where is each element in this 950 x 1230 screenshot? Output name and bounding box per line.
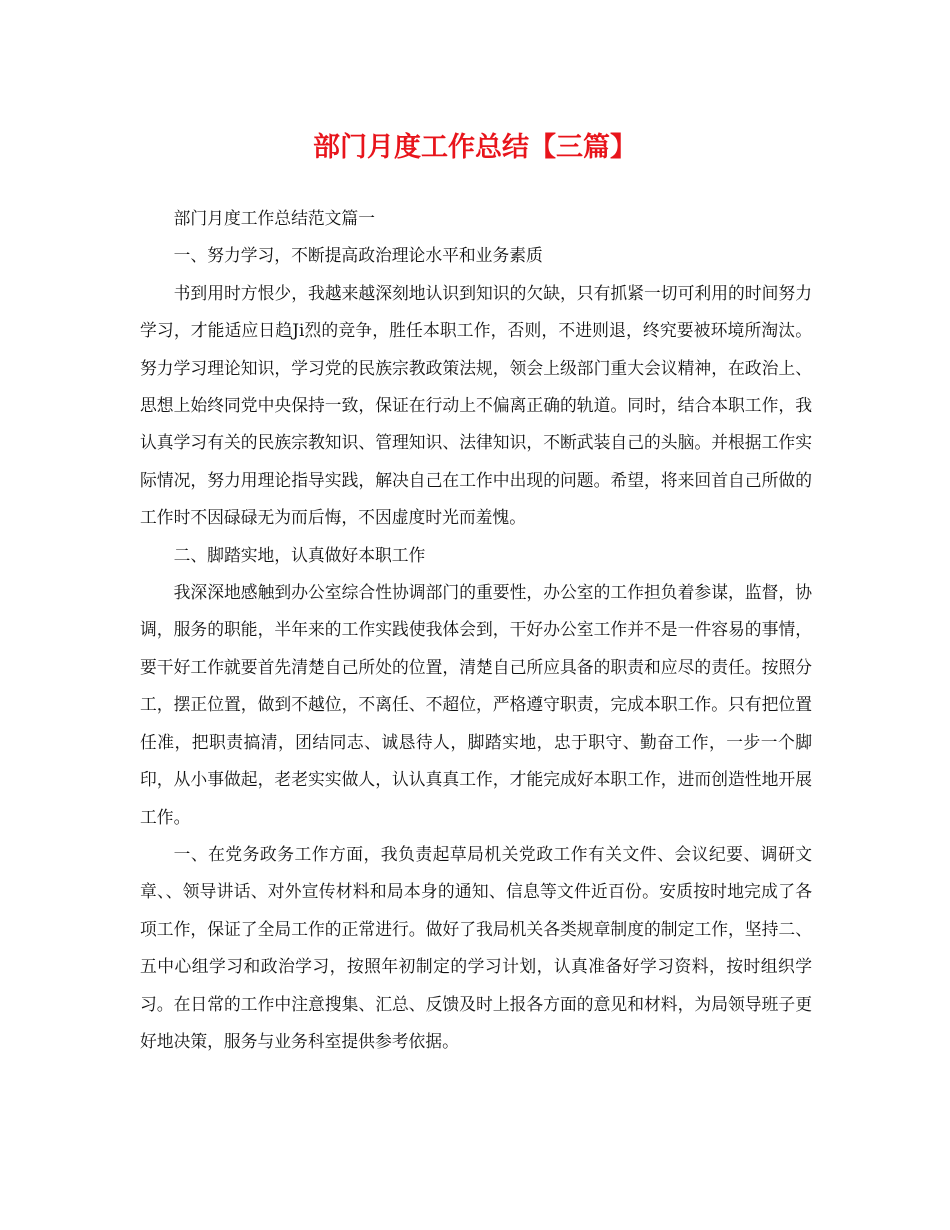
- document-title: 部门月度工作总结【三篇】: [313, 132, 637, 163]
- paragraph: 我深深地感触到办公室综合性协调部门的重要性，办公室的工作担负着参谋，监督，协调，服务的职能，半年来的工作实践使我体会到，干好办公室工作并不是一件容易的事情，要干好工作就要首先清楚自己所处的位置，清楚自己所应具备的职责和应尽的责任。按照分工，摆正位置，做到不越位，不离任、不超位，严格遵守职责，完成本职工作。只有把位置任准，把职责搞清，团结同志、诚恳待人，脚踏实地，忠于职守、勤奋工作，一步一个脚印，从小事做起，老老实实做人，认认真真工作，才能完成好本职工作，进而创造性地开展工作。: [140, 582, 812, 827]
- subheading-study: 一、努力学习，不断提高政治理论水平和业务素质: [173, 245, 543, 266]
- document-body: [140, 200, 812, 1060]
- paragraph: 一、在党务政务工作方面，我负责起草局机关党政工作有关文件、会议纪要、调研文章、、领导讲话、对外宣传材料和局本身的通知、信息等文件近百份。安质按时地完成了各项工作，保证了全局工作的正常进行。做好了我局机关各类规章制度的制定工作，坚持二、五中心组学习和政治学习，按照年初制定的学习计划，认真准备好学习资料，按时组织学习。在日常的工作中注意搜集、汇总、反馈及时上报各方面的意见和材料，为局领导班子更好地决策，服务与业务科室提供参考依据。: [140, 843, 812, 1051]
- section-heading: 部门月度工作总结范文篇一: [173, 208, 375, 228]
- subheading-work: 二、脚踏实地，认真做好本职工作: [173, 544, 426, 565]
- paragraph: 书到用时方恨少，我越来越深刻地认识到知识的欠缺，只有抓紧一切可利用的时间努力学习，才能适应日趋Ji烈的竞争，胜任本职工作，否则，不进则退，终究要被环境所淘汰。努力学习理论知识，学习党的民族宗教政策法规，领会上级部门重大会议精神，在政治上、思想上始终同党中央保持一致，保证在行动上不偏离正确的轨道。同时，结合本职工作，我认真学习有关的民族宗教知识、管理知识、法律知识，不断武装自己的头脑。并根据工作实际情况，努力用理论指导实践，解决自己在工作中出现的问题。希望，将来回首自己所做的工作时不因碌碌无为而后悔，不因虚度时光而羞愧。: [140, 282, 812, 528]
